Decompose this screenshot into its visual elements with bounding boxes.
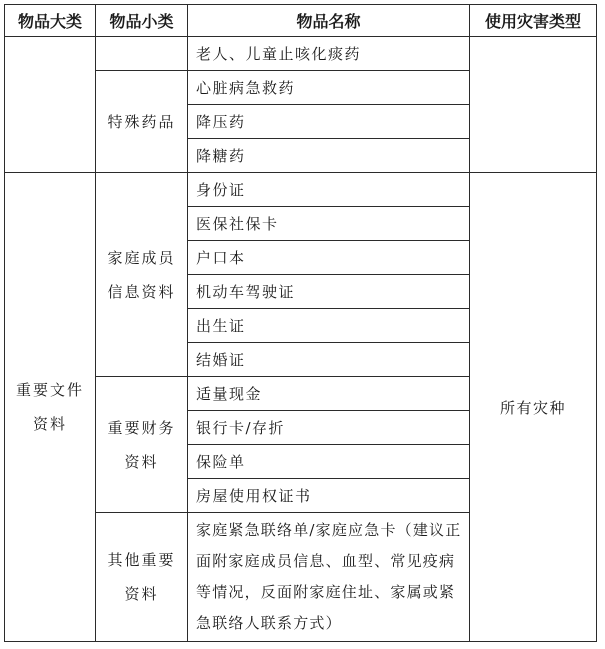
major-category-label-line1: 重要文件 xyxy=(15,381,84,399)
header-item-name: 物品名称 xyxy=(188,5,470,37)
minor-category-label-line1: 重要财务 xyxy=(107,418,176,437)
minor-category-other xyxy=(96,513,188,642)
minor-category-label-line1: 其他重要 xyxy=(107,551,176,569)
item-name-cell: 出生证 xyxy=(188,309,470,343)
hazard-cell-empty xyxy=(470,37,597,173)
minor-category-cell-empty xyxy=(96,37,188,71)
item-name-cell: 心脏病急救药 xyxy=(188,71,470,105)
hazard-type-cell: 所有灾种 xyxy=(470,173,597,642)
major-category-cell-empty xyxy=(5,37,96,173)
major-category-label-line2: 资料 xyxy=(32,415,67,433)
minor-category-label-line1: 家庭成员 xyxy=(107,248,176,267)
minor-category-label-line2: 资料 xyxy=(124,452,159,471)
minor-category-finance xyxy=(96,377,188,513)
item-name-cell: 降糖药 xyxy=(188,139,470,173)
item-name-cell: 银行卡/存折 xyxy=(188,411,470,445)
item-name-cell: 机动车驾驶证 xyxy=(188,275,470,309)
item-name-cell: 医保社保卡 xyxy=(188,207,470,241)
item-name-cell: 降压药 xyxy=(188,105,470,139)
item-name-cell: 身份证 xyxy=(188,173,470,207)
item-name-cell: 适量现金 xyxy=(188,377,470,411)
minor-category-family-info xyxy=(96,173,188,377)
minor-category-label-line2: 资料 xyxy=(124,585,159,603)
major-category-important-documents xyxy=(5,173,96,642)
header-row xyxy=(5,5,597,37)
item-name-cell: 结婚证 xyxy=(188,343,470,377)
item-name-cell: 老人、儿童止咳化痰药 xyxy=(188,37,470,71)
item-name-cell: 保险单 xyxy=(188,445,470,479)
table-row xyxy=(5,37,597,71)
supplies-table xyxy=(4,4,597,642)
item-name-cell: 房屋使用权证书 xyxy=(188,479,470,513)
minor-category-label-line2: 信息资料 xyxy=(107,282,176,301)
header-minor-category: 物品小类 xyxy=(96,5,188,37)
item-name-cell: 家庭紧急联络单/家庭应急卡（建议正面附家庭成员信息、血型、常见疫病等情况，反面附家庭住址、家属或紧急联络人联系方式） xyxy=(188,513,470,642)
minor-category-special-medicine: 特殊药品 xyxy=(96,71,188,173)
header-major-category: 物品大类 xyxy=(5,5,96,37)
item-name-cell: 户口本 xyxy=(188,241,470,275)
table-row xyxy=(5,173,597,207)
header-hazard-type: 使用灾害类型 xyxy=(470,5,597,37)
